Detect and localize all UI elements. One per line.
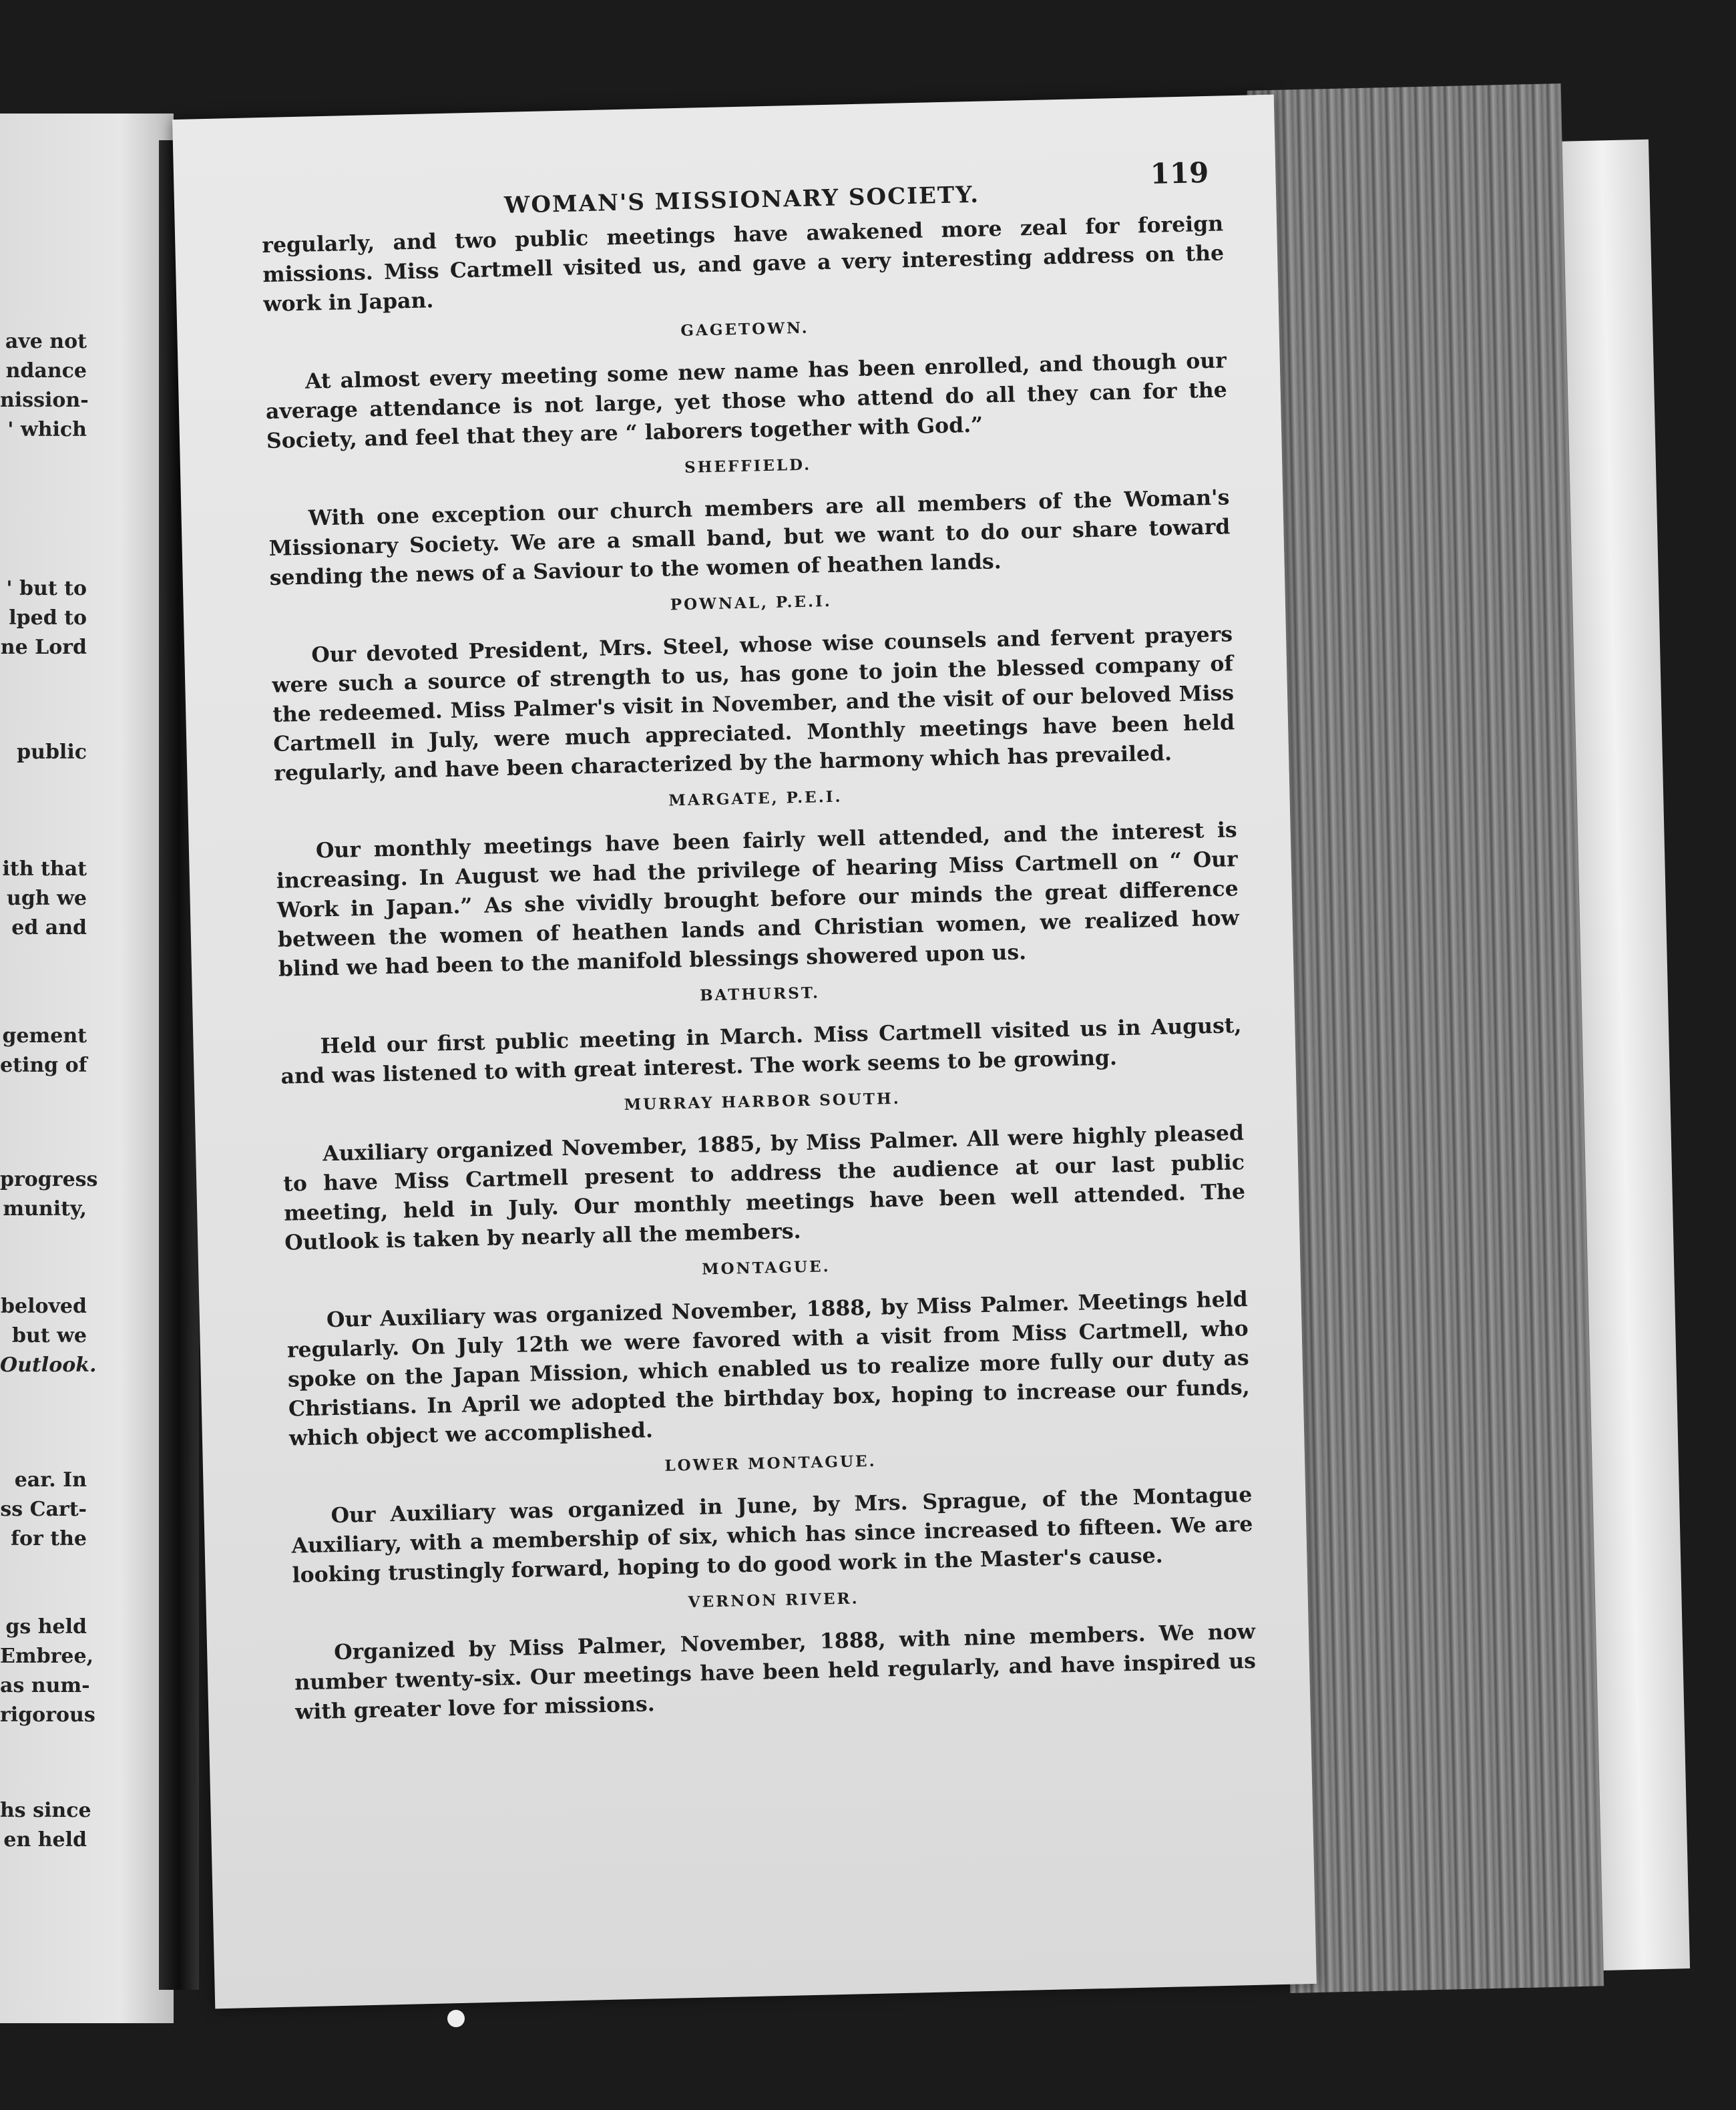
left-fragment-line: for the xyxy=(11,1527,87,1550)
left-fragment-line: lped to xyxy=(9,606,87,630)
left-fragment-line: gement xyxy=(2,1024,87,1048)
left-fragment-line: nission- xyxy=(0,389,89,412)
section-text: Our Auxiliary was organized November, 1888, by Miss Palmer. Meetings held regularly. On July 12th we were favored with a visit from Miss Cartmell, who spoke on the Japan Mission, which enabled us to realize more fully our duty as Christians. In April we adopted the birthday box, hoping to increase our funds, which object we accomplished. xyxy=(286,1287,1251,1451)
left-fragment-line: en held xyxy=(3,1828,87,1852)
left-fragment-line: ugh we xyxy=(7,887,87,910)
left-fragment-line: Outlook. xyxy=(0,1353,97,1377)
left-fragment-line: eting of xyxy=(0,1054,87,1077)
left-fragment-line: public xyxy=(17,741,87,764)
left-fragment-line: ne Lord xyxy=(0,636,87,659)
left-fragment-line: hs since xyxy=(0,1799,91,1822)
page-content xyxy=(260,156,1257,1727)
section-text: With one exception our church members are all members of the Woman's Missionary Society. We are a small band, but we want to do our share toward sending the news of a Saviour to the women of heathen lands. xyxy=(268,485,1231,590)
section-heading: MONTAGUE. xyxy=(701,1257,831,1279)
left-fragment-line: progress xyxy=(0,1168,98,1191)
page-number: 119 xyxy=(1150,156,1209,190)
left-fragment-line: ' which xyxy=(7,418,87,441)
section-text: Auxiliary organized November, 1885, by Miss Palmer. All were highly pleased to have Miss Cartmell present to address the audience at our last public meeting, held in July. Our monthly meetings have been well attended. The Outlook is taken by nearly all the members. xyxy=(282,1120,1246,1255)
left-fragment-line: ndance xyxy=(5,359,87,383)
section-heading: VERNON RIVER. xyxy=(688,1589,859,1612)
left-fragment-line: ith that xyxy=(2,857,87,881)
section-heading: SHEFFIELD. xyxy=(684,455,812,477)
section-text: Our devoted President, Mrs. Steel, whose wise counsels and fervent prayers were such a source of strength to us, has gone to join the blessed company of the redeemed. Miss Palmer's visit in November, and the visit of our beloved Miss Cartmell in July, were much appreciated. Monthly meetings have been held regularly, and have been characterized by the harmony which has prevailed. xyxy=(271,622,1235,786)
left-fragment-line: but we xyxy=(11,1324,87,1347)
dust-speck xyxy=(447,2010,465,2027)
left-fragment-line: ed and xyxy=(11,916,87,939)
book-page xyxy=(172,95,1317,2009)
section-heading: BATHURST. xyxy=(699,984,821,1005)
left-fragment-line: ave not xyxy=(5,330,87,353)
left-fragment-line: as num- xyxy=(0,1674,90,1697)
left-fragment-line: gs held xyxy=(5,1615,87,1639)
running-head: WOMAN'S MISSIONARY SOCIETY. xyxy=(503,181,980,219)
section-heading: MURRAY HARBOR SOUTH. xyxy=(624,1089,901,1114)
section-heading: MARGATE, P.E.I. xyxy=(668,787,843,810)
opening-paragraph: regularly, and two public meetings have awakened more zeal for foreign missions. Miss Cartmell visited us, and gave a very interesting address on the work in Japan. xyxy=(262,211,1225,317)
section-heading: POWNAL, P.E.I. xyxy=(670,592,833,614)
left-fragment-line: ear. In xyxy=(14,1468,87,1492)
left-fragment-line: ' but to xyxy=(6,577,87,600)
section-text: Held our first public meeting in March. Miss Cartmell visited us in August, and was listened to with great interest. The work seems to be growing. xyxy=(280,1013,1242,1089)
section-text: Our Auxiliary was organized in June, by Mrs. Sprague, of the Montague Auxiliary, with a membership of six, which has since increased to fifteen. We are looking trustingly forward, hoping to do good work in the Master's cause. xyxy=(291,1482,1253,1588)
left-fragment-line: beloved xyxy=(1,1295,87,1318)
left-page xyxy=(0,114,174,2023)
left-fragment-line: ss Cart- xyxy=(0,1498,87,1521)
section-heading: LOWER MONTAGUE. xyxy=(664,1452,877,1475)
section-text: Our monthly meetings have been fairly well attended, and the interest is increasing. In August we had the privilege of hearing Miss Cartmell on “ Our Work in Japan.” As she vividly brought before our minds the great difference between the women of heathen lands and Christian women, we realized how blind we had been to the manifold blessings showered upon us. xyxy=(276,817,1240,982)
section-heading: GAGETOWN. xyxy=(680,319,809,340)
left-fragment-line: munity, xyxy=(3,1197,87,1221)
left-fragment-line: rigorous xyxy=(0,1703,95,1727)
section-text: Organized by Miss Palmer, November, 1888, with nine members. We now number twenty-six. Our meetings have been held regularly, and have inspired us with greater love for missions. xyxy=(294,1619,1257,1725)
left-fragment-line: Embree, xyxy=(0,1645,94,1668)
section-text: At almost every meeting some new name has been enrolled, and though our average attendance is not large, yet those who attend do all they can for the Society, and feel that they are “ laborers together with God.” xyxy=(265,348,1228,454)
